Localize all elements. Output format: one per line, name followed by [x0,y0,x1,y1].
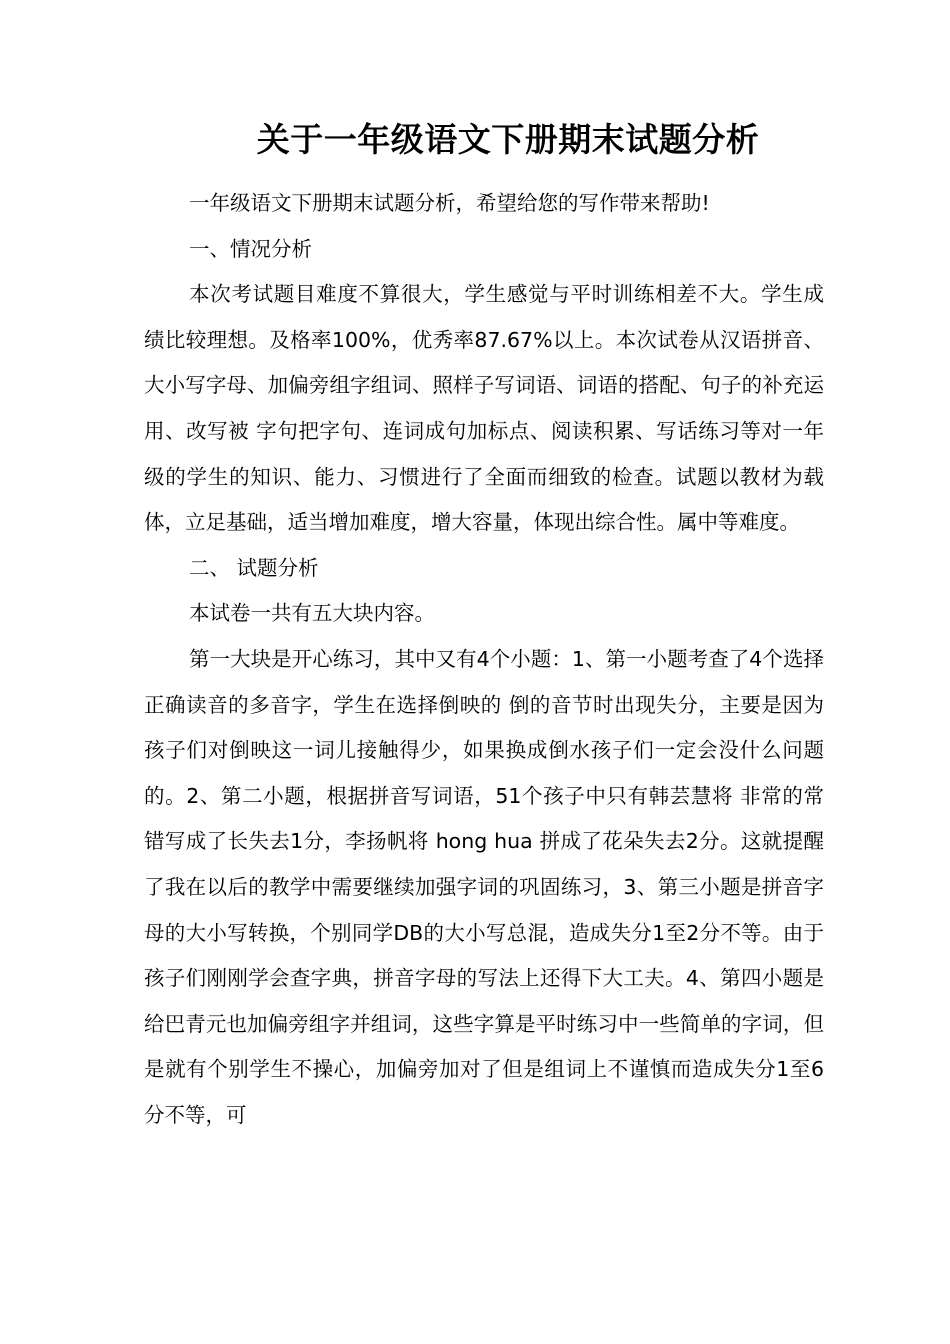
situation-paragraph: 本次考试题目难度不算很大，学生感觉与平时训练相差不大。学生成绩比较理想。及格率100%，优秀率87.67%以上。本次试卷从汉语拼音、大小写字母、加偏旁组字组词、照样子写词语、词语的搭配、句子的补充运用、改写被 字句把字句、连词成句加标点、阅读积累、写话练习等对一年级的学生的知识、能力、习惯进行了全面而细致的检查。试题以教材为载体，立足基础，适当增加难度，增大容量，体现出综合性。属中等难度。 [144,282,824,535]
section-heading-analysis: 二、 试题分析 [189,555,319,580]
document-title: 关于一年级语文下册期末试题分析 [256,120,760,159]
section-heading-situation: 一、情况分析 [189,236,312,261]
first-section-paragraph: 第一大块是开心练习，其中又有4个小题：1、第一小题考查了4个选择正确读音的多音字，学生在选择倒映的 倒的音节时出现失分，主要是因为孩子们对倒映这一词儿接触得少，如果换成倒水孩子们一定会没什么问题的。2、第二小题，根据拼音写词语，51个孩子中只有韩芸慧将 非常的常错写成了长失去1分，李扬帆将 hong hua 拼成了花朵失去2分。这就提醒了我在以后的教学中需要继续加强字词的巩固练习，3、第三小题是拼音字母的大小写转换，个别同学DB的大小写总混，造成失分1至2分不等。由于孩子们刚刚学会查字典，拼音字母的写法上还得下大工夫。4、第四小题是给巴青元也加偏旁组字并组词，这些字算是平时练习中一些简单的字词，但是就有个别学生不操心，加偏旁加对了但是组词上不谨慎而造成失分1至6分不等，可 [144,646,824,1127]
document-body [144,181,824,1138]
analysis-intro-paragraph: 本试卷一共有五大块内容。 [189,601,435,626]
intro-paragraph: 一年级语文下册期末试题分析，希望给您的写作带来帮助! [189,191,710,215]
